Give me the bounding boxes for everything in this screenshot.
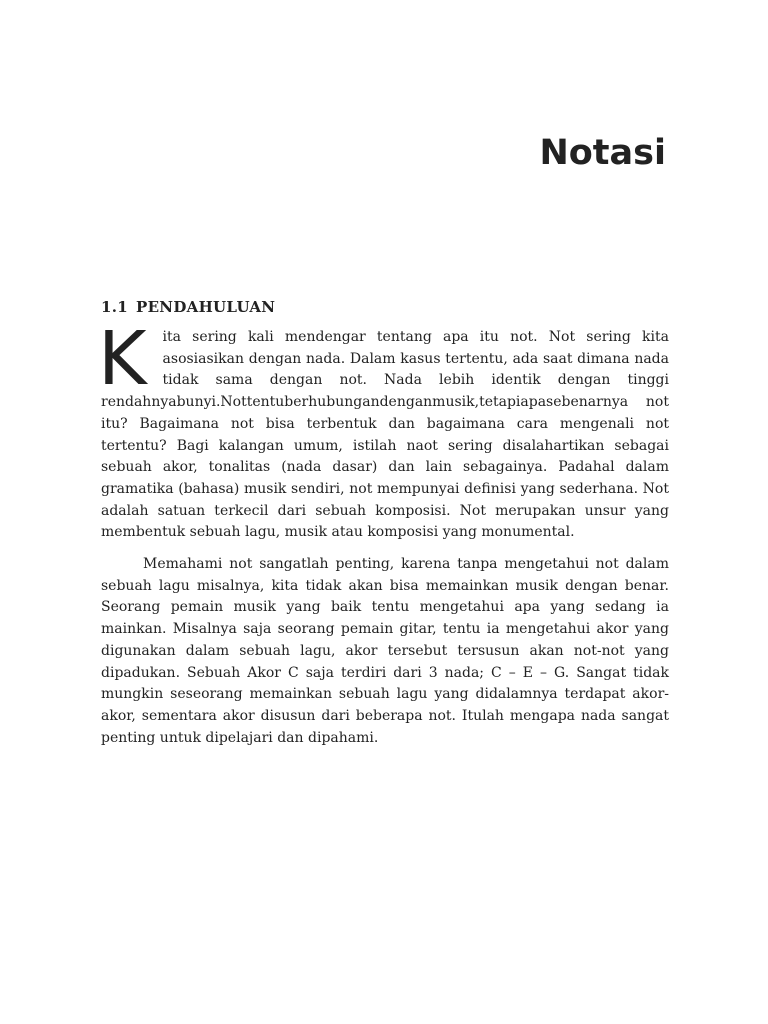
section-title: PENDAHULUAN [136,298,276,316]
drop-cap: K [98,316,147,402]
section-heading [101,296,275,318]
body-text [98,316,669,749]
paragraph-2: Memahami not sangatlah penting, karena tanpa mengetahui not dalam sebuah lagu misalnya, kita tidak akan bisa memainkan musik dengan benar. Seorang pemain musik yang baik tentu mengetahui apa yang sedang ia mainkan. Misalnya saja seorang pemain gitar, tentu ia mengetahui akor yang digunakan dalam sebuah lagu, akor tersebut tersusun akan not-not yang dipadukan. Sebuah Akor C saja terdiri dari 3 nada; C – E – G. Sangat tidak mungkin seseorang memainkan sebuah lagu yang didalamnya terdapat akor-akor, sementara akor disusun dari beberapa not. Itulah mengapa nada sangat penting untuk dipelajari dan dipahami. [101,556,669,746]
paragraph-1 [98,316,669,544]
chapter-title: Notasi [539,133,666,173]
section-number: 1.1 [101,298,128,316]
paragraph-1-text: ita sering kali mendengar tentang apa itu not. Not sering kita asosiasikan dengan nada. Dalam kasus tertentu, ada saat dimana nada tidak sama dengan not. Nada lebih identik dengan tinggi rendahnyabunyi.Nottentuberhubungandenganmusik,tetapiapasebenarnya not itu? Bagaimana not bisa terbentuk dan bagaimana cara mengenali not tertentu? Bagi kalangan umum, istilah naot sering disalahartikan sebagai sebuah akor, tonalitas (nada dasar) dan lain sebagainya. Padahal dalam gramatika (bahasa) musik sendiri, not mempunyai definisi yang sederhana. Not adalah satuan terkecil dari sebuah komposisi. Not merupakan unsur yang membentuk sebuah lagu, musik atau komposisi yang monumental. [101,329,669,541]
